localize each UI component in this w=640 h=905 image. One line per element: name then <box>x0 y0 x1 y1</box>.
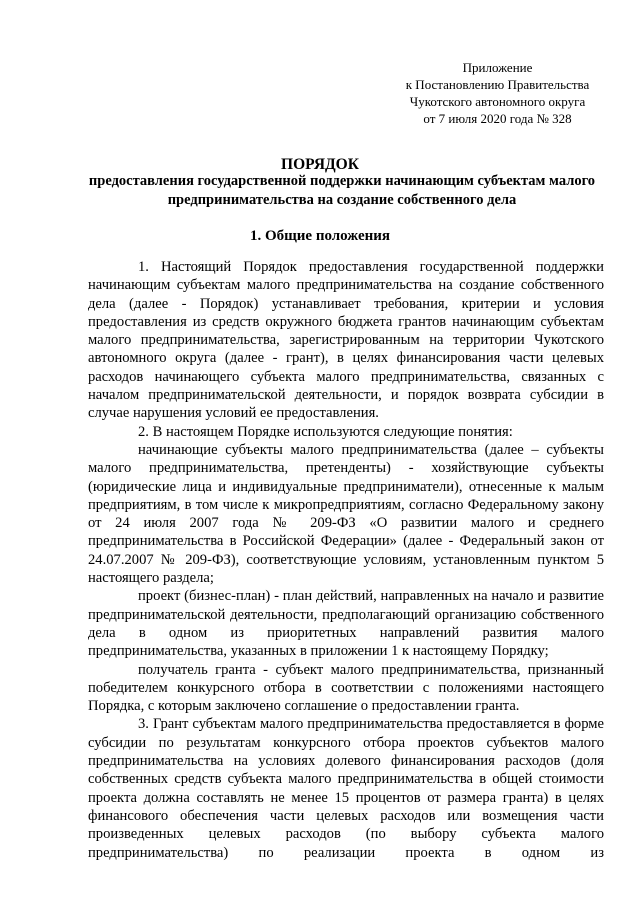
document-body <box>88 258 604 862</box>
appendix-line: Приложение <box>462 60 533 75</box>
paragraph: 3. Грант субъектам малого предпринимательства предоставляется в форме субсидии по результатам конкурсного отбора проектов субъектов малого предпринимательства на условиях долевого финансирования расходов (доля собственных средств субъекта малого предпринимательства в общей стоимости проекта должна составлять не менее 15 процентов от размера гранта) в целях финансового обеспечения части целевых расходов или возмещения части произведенных целевых расходов (по выбору субъекта малого предпринимательства) по реализации проекта в одном из <box>88 716 604 861</box>
appendix-line: Чукотского автономного округа <box>409 94 586 109</box>
paragraph: проект (бизнес-план) - план действий, направленных на начало и развитие предпринимательской деятельности, предполагающий организацию собственного дела в одном из приоритетных направлений развития малого предпринимательства, указанных в приложении 1 к настоящему Порядку; <box>88 588 604 660</box>
paragraph: 2. В настоящем Порядке используются следующие понятия: <box>138 423 513 440</box>
paragraph: 1. Настоящий Порядок предоставления государственной поддержки начинающим субъектам малого предпринимательства на создание собственного дела (далее - Порядок) устанавливает требования, критерии и условия предоставления из средств окружного бюджета грантов начинающим субъектам малого предпринимательства, зарегистрированным на территории Чукотского автономного округа (далее - грант), в целях финансирования части целевых расходов начинающего субъекта малого предпринимательства, связанных с началом предпринимательской деятельности, и порядок возврата субсидии в случае нарушения условий ее предоставления. <box>88 259 604 422</box>
document-title: ПОРЯДОК <box>281 156 359 173</box>
appendix-line: к Постановлению Правительства <box>405 77 590 92</box>
appendix-date-line: от 7 июля 2020 года № 328 <box>423 111 572 126</box>
paragraph: получатель гранта - субъект малого предпринимательства, признанный победителем конкурсного отбора в соответствии с положениями настоящего Порядка, с которым заключено соглашение о предоставлении гранта. <box>88 661 604 715</box>
section-heading: 1. Общие положения <box>249 228 391 244</box>
appendix-block <box>385 59 610 127</box>
document-subtitle: предоставления государственной поддержки начинающим субъектам малого предпринимательства на создание собственного дела <box>88 173 596 208</box>
paragraph: начинающие субъекты малого предпринимательства (далее – субъекты малого предпринимательства, претенденты) - хозяйствующие субъекты (юридические лица и индивидуальные предприниматели), отнесенные к малым предприятиям, в том числе к микропредприятиям, согласно Федеральному закону от 24 июля 2007 года № 209-ФЗ «О развитии малого и среднего предпринимательства в Российской Федерации» (далее - Федеральный закон от 24.07.2007 № 209-ФЗ), соответствующие условиям, установленным пунктом 5 настоящего раздела; <box>88 441 604 587</box>
